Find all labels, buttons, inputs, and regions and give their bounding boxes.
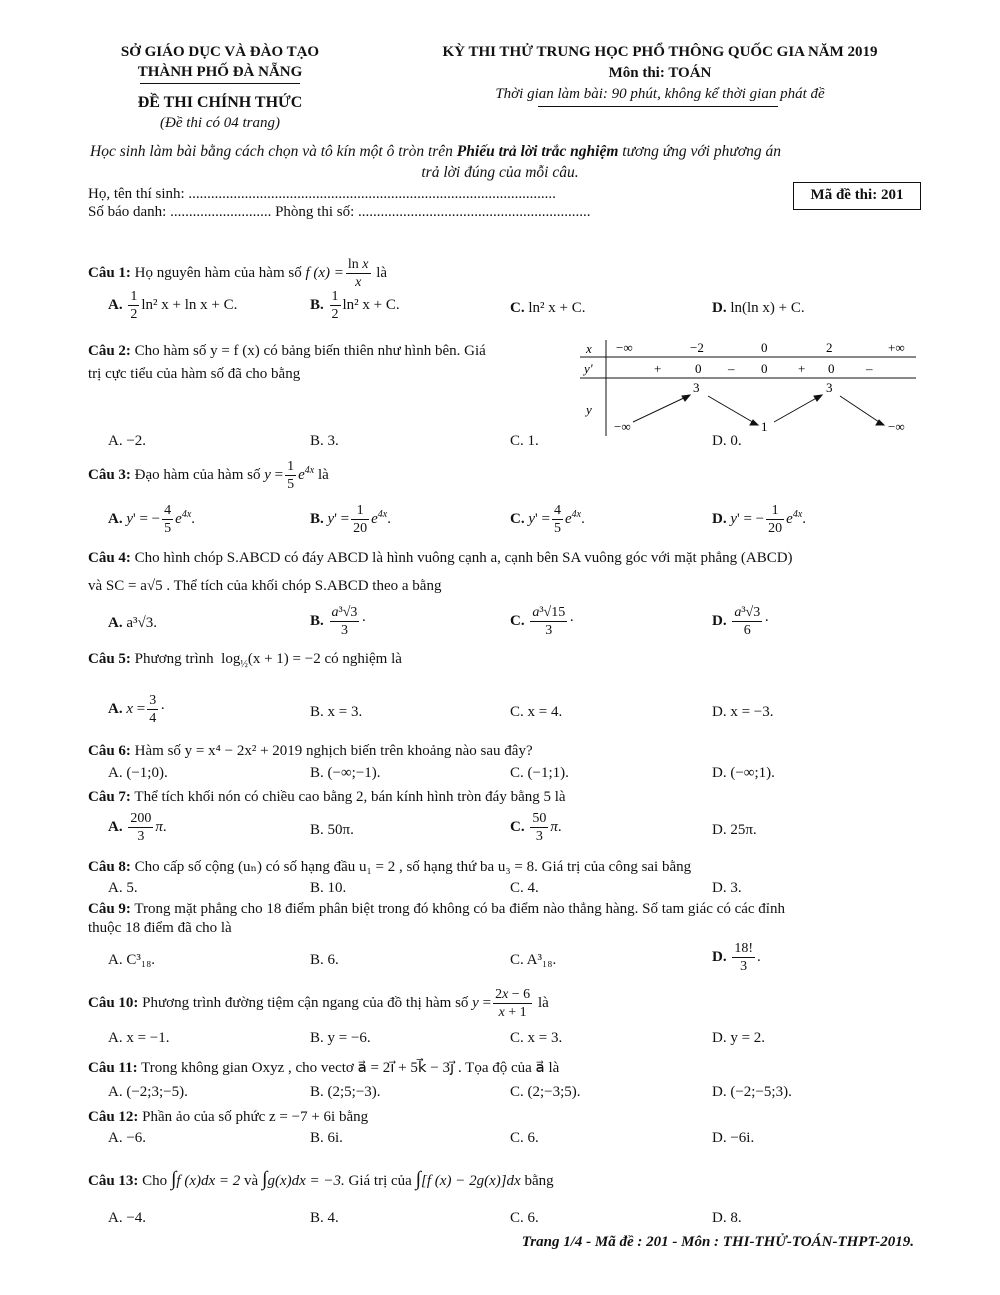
- question-10: Câu 10: Phương trình đường tiệm cận ngang của đồ thị hàm số y = $\frac{2x - 6}{x + 1}$ là: [88, 987, 549, 1020]
- q3-option-a[interactable]: A. y' = − $\frac{4}{5}$ $e^{4x}$.: [108, 503, 196, 536]
- q11-option-c[interactable]: C. (2;−3;5).: [510, 1084, 581, 1100]
- official-label: ĐỀ THI CHÍNH THỨC: [137, 94, 303, 111]
- q5-option-b[interactable]: B. x = 3.: [310, 704, 363, 720]
- q5-option-c[interactable]: C. x = 4.: [510, 704, 563, 720]
- q12-label: Câu 12:: [88, 1109, 139, 1125]
- q4-option-d[interactable]: D. $\frac{\text{a³√3}}{6}$ ·: [712, 605, 770, 638]
- question-7: [88, 789, 566, 806]
- q4-option-b[interactable]: B. $\frac{\text{a³√3}}{3}$ ·: [310, 605, 367, 638]
- q7-label: Câu 7:: [88, 789, 131, 805]
- q2-text2: trị cực tiểu của hàm số đã cho bằng: [88, 366, 301, 382]
- q1-end: là: [376, 264, 388, 281]
- dept-line2: THÀNH PHỐ ĐÀ NẴNG: [137, 64, 303, 80]
- exam-time: Thời gian làm bài: 90 phút, không kể thời gian phát đề: [495, 86, 825, 102]
- q3-text: Đạo hàm của hàm số: [134, 466, 261, 483]
- vt-y-val: 3: [693, 380, 700, 395]
- exam-title: KỲ THI THỬ TRUNG HỌC PHỔ THÔNG QUỐC GIA NĂM 2019: [442, 44, 878, 60]
- q8-option-a[interactable]: A. 5.: [108, 880, 138, 896]
- instruction-b: Phiếu trả lời trắc nghiệm: [456, 143, 619, 160]
- q8-label: Câu 8:: [88, 859, 131, 875]
- q5-end: có nghiệm là: [324, 651, 402, 667]
- q13-option-d[interactable]: D. 8.: [712, 1210, 742, 1226]
- q6-label: Câu 6:: [88, 743, 131, 759]
- q2-option-b[interactable]: B. 3.: [310, 433, 339, 449]
- q7-option-d[interactable]: D. 25π.: [712, 822, 757, 838]
- q5-option-d[interactable]: D. x = −3.: [712, 704, 774, 720]
- q3-option-c[interactable]: C. y' = $\frac{4}{5}$ $e^{4x}$.: [510, 503, 585, 536]
- vt-yp-val: 0: [695, 361, 702, 376]
- q6-text: Hàm số y = x⁴ − 2x² + 2019 nghịch biến trên khoảng nào sau đây?: [134, 743, 533, 759]
- question-8: [88, 857, 691, 876]
- q13-option-c[interactable]: C. 6.: [510, 1210, 539, 1226]
- vt-yp-label: y': [584, 361, 593, 376]
- q11-option-d[interactable]: D. (−2;−5;3).: [712, 1084, 792, 1100]
- q12-option-d[interactable]: D. −6i.: [712, 1130, 755, 1146]
- q2-text: Cho hàm số y = f (x) có bảng biến thiên như hình bên. Giá: [134, 343, 486, 359]
- q5-option-a[interactable]: A. x = $\frac{3}{4}$ ·: [108, 693, 166, 726]
- vt-yp-val: 0: [761, 361, 768, 376]
- vt-yp-val: –: [866, 361, 873, 376]
- dept-line1: SỞ GIÁO DỤC VÀ ĐÀO TẠO: [120, 44, 320, 60]
- vt-x-val: −2: [690, 340, 704, 355]
- instruction-line1: [90, 143, 781, 161]
- question-3: Câu 3: Đạo hàm của hàm số y = $\frac{1}{5}$ $e^{4x}$ là: [88, 459, 329, 492]
- q10-label: Câu 10:: [88, 994, 139, 1011]
- q13-integral-1: f (x)dx = 2: [176, 1173, 241, 1189]
- vt-x-label: x: [586, 341, 592, 356]
- time-underline: [538, 106, 778, 107]
- q8-option-b[interactable]: B. 10.: [310, 880, 347, 896]
- q2-option-a[interactable]: A. −2.: [108, 433, 147, 449]
- q1-label: Câu 1:: [88, 264, 131, 281]
- question-11: [88, 1058, 559, 1077]
- q4-text: Cho hình chóp S.ABCD có đáy ABCD là hình vuông cạnh a, cạnh bên SA vuông góc với mặt phẳng (ABCD): [134, 550, 793, 566]
- q9-text2: thuộc 18 điểm đã cho là: [88, 920, 232, 936]
- q11-option-b[interactable]: B. (2;5;−3).: [310, 1084, 381, 1100]
- q2-option-c[interactable]: C. 1.: [510, 433, 539, 449]
- q5-text: Phương trình: [134, 651, 214, 667]
- q3-label: Câu 3:: [88, 466, 131, 483]
- q2-option-d[interactable]: D. 0.: [712, 433, 742, 449]
- dept-underline: [140, 83, 300, 84]
- vt-x-val: 2: [826, 340, 833, 355]
- q13-option-b[interactable]: B. 4.: [310, 1210, 339, 1226]
- vt-y-val: 1: [761, 419, 768, 434]
- vt-yp-val: 0: [828, 361, 835, 376]
- page-footer: Trang 1/4 - Mã đề : 201 - Môn : THI-THỬ-TOÁN-THPT-2019.: [521, 1234, 914, 1250]
- question-1: Câu 1: Họ nguyên hàm của hàm số f (x) = $\frac{\text{ln x}}{x}$ là: [88, 257, 388, 290]
- vt-y-val: −∞: [614, 419, 631, 434]
- q13-option-a[interactable]: A. −4.: [108, 1210, 147, 1226]
- q9-label: Câu 9:: [88, 901, 131, 917]
- question-6: [88, 743, 533, 760]
- q1-text: Họ nguyên hàm của hàm số: [134, 264, 302, 281]
- vt-x-val: −∞: [616, 340, 633, 355]
- q13-label: Câu 13:: [88, 1173, 139, 1189]
- q1-option-d[interactable]: D. ln(ln x) + C.: [712, 300, 805, 316]
- candidate-name-line: Họ, tên thí sinh: ..................................................................................................: [88, 186, 556, 202]
- q4-text2: và SC = a√5 . Thể tích của khối chóp S.ABCD theo a bằng: [88, 578, 442, 594]
- q9-option-c[interactable]: C. A³₁₈.: [510, 952, 557, 968]
- q6-option-a[interactable]: A. (−1;0).: [108, 765, 168, 781]
- exam-subject: Môn thi: TOÁN: [608, 65, 712, 81]
- q13-text-a: Cho: [142, 1173, 168, 1189]
- q1-option-c[interactable]: C. ln² x + C.: [510, 300, 586, 316]
- q4-option-c[interactable]: C. $\frac{\text{a³√15}}{3}$ ·: [510, 605, 575, 638]
- q3-option-d[interactable]: D. y' = − $\frac{1}{20}$ $e^{4x}$.: [712, 503, 807, 536]
- exam-code: Mã đề thi: 201: [810, 187, 904, 203]
- q7-text: Thể tích khối nón có chiều cao bằng 2, bán kính hình tròn đáy bằng 5 là: [134, 789, 566, 805]
- q7-option-a[interactable]: A. $\frac{200}{3}$ π.: [108, 811, 167, 844]
- q10-option-a[interactable]: A. x = −1.: [108, 1030, 170, 1046]
- candidate-id-line: Số báo danh: ........................... Phòng thi số: ..............................................................: [88, 204, 591, 220]
- q4-label: Câu 4:: [88, 550, 131, 566]
- q13-integral-2: g(x)dx = −3.: [267, 1173, 345, 1189]
- q13-text-b: và: [244, 1173, 259, 1189]
- q8-text: Cho cấp số cộng (uₙ) có số hạng đầu u₁ = 2 , số hạng thứ ba u₃ = 8. Giá trị của công sai bằng: [134, 859, 692, 875]
- q3-option-b[interactable]: B. y' = $\frac{1}{20}$ $e^{4x}$.: [310, 503, 391, 536]
- q1-option-a[interactable]: A. $\frac{1}{2}$ ln² x + ln x + C.: [108, 289, 238, 322]
- q3-end: là: [317, 466, 329, 483]
- question-2: [88, 343, 486, 360]
- vt-y-val: −∞: [888, 419, 905, 434]
- q12-option-a[interactable]: A. −6.: [108, 1130, 147, 1146]
- question-5: Câu 5: Phương trình $\log_{\frac{1}{2}}(x + 1) = -2$ có nghiệm là: [88, 651, 402, 670]
- instruction-line2: trả lời đúng của mỗi câu.: [421, 164, 579, 181]
- instruction-a: Học sinh làm bài bằng cách chọn và tô kín một ô tròn trên: [90, 143, 457, 160]
- q10-end: là: [537, 994, 549, 1011]
- question-12: [88, 1109, 368, 1126]
- q13-text-d: bằng: [524, 1173, 554, 1189]
- q9-option-b[interactable]: B. 6.: [310, 952, 339, 968]
- vt-yp-val: +: [798, 361, 806, 376]
- q1-option-b[interactable]: B. $\frac{1}{2}$ ln² x + C.: [310, 289, 400, 322]
- q5-label: Câu 5:: [88, 651, 131, 667]
- question-9: [88, 901, 785, 918]
- q5-eq: (x + 1) = −2: [247, 651, 321, 667]
- q13-text-c: Giá trị của: [348, 1173, 412, 1189]
- vt-x-val: +∞: [888, 340, 905, 355]
- q2-label: Câu 2:: [88, 343, 131, 359]
- variation-table: [578, 336, 918, 440]
- vt-y-label: y: [586, 402, 592, 417]
- q7-option-c[interactable]: C. $\frac{50}{3}$ π.: [510, 811, 562, 844]
- q9-option-d[interactable]: D. $\frac{18!}{3}$ .: [712, 941, 761, 974]
- q11-option-a[interactable]: A. (−2;3;−5).: [108, 1084, 188, 1100]
- pages-note: (Đề thi có 04 trang): [160, 115, 280, 131]
- q9-option-a[interactable]: A. C³₁₈.: [108, 952, 156, 968]
- q11-text: Trong không gian Oxyz , cho vectơ a⃗ = 2i⃗ + 5k⃗ − 3j⃗ . Tọa độ của a⃗ là: [141, 1060, 560, 1076]
- q10-option-d[interactable]: D. y = 2.: [712, 1030, 766, 1046]
- vt-yp-val: +: [654, 361, 662, 376]
- vt-yp-val: –: [728, 361, 735, 376]
- q11-label: Câu 11:: [88, 1060, 138, 1076]
- instruction-c: tương ứng với phương án: [618, 143, 781, 160]
- q6-option-b[interactable]: B. (−∞;−1).: [310, 765, 381, 781]
- q6-option-c[interactable]: C. (−1;1).: [510, 765, 569, 781]
- q8-option-c[interactable]: C. 4.: [510, 880, 539, 896]
- vt-x-val: 0: [761, 340, 768, 355]
- q12-text: Phần ảo của số phức z = −7 + 6i bằng: [142, 1109, 369, 1125]
- q10-option-b[interactable]: B. y = −6.: [310, 1030, 371, 1046]
- q10-text: Phương trình đường tiệm cận ngang của đồ thị hàm số: [142, 994, 469, 1011]
- q12-option-c[interactable]: C. 6.: [510, 1130, 539, 1146]
- question-4: [88, 550, 793, 567]
- q12-option-b[interactable]: B. 6i.: [310, 1130, 343, 1146]
- q8-option-d[interactable]: D. 3.: [712, 880, 742, 896]
- q10-option-c[interactable]: C. x = 3.: [510, 1030, 563, 1046]
- question-13: Câu 13: Cho ∫f (x)dx = 2 và ∫g(x)dx = −3. Giá trị của ∫[f (x) − 2g(x)]dx bằng: [88, 1168, 554, 1190]
- q9-text: Trong mặt phẳng cho 18 điểm phân biệt trong đó không có ba điểm nào thẳng hàng. Số tam giác có các đỉnh: [134, 901, 785, 917]
- q13-integral-3: [f (x) − 2g(x)]dx: [421, 1173, 521, 1189]
- q7-option-b[interactable]: B. 50π.: [310, 822, 354, 838]
- q6-option-d[interactable]: D. (−∞;1).: [712, 765, 775, 781]
- q4-option-a[interactable]: A. a³√3.: [108, 615, 157, 631]
- vt-y-val: 3: [826, 380, 833, 395]
